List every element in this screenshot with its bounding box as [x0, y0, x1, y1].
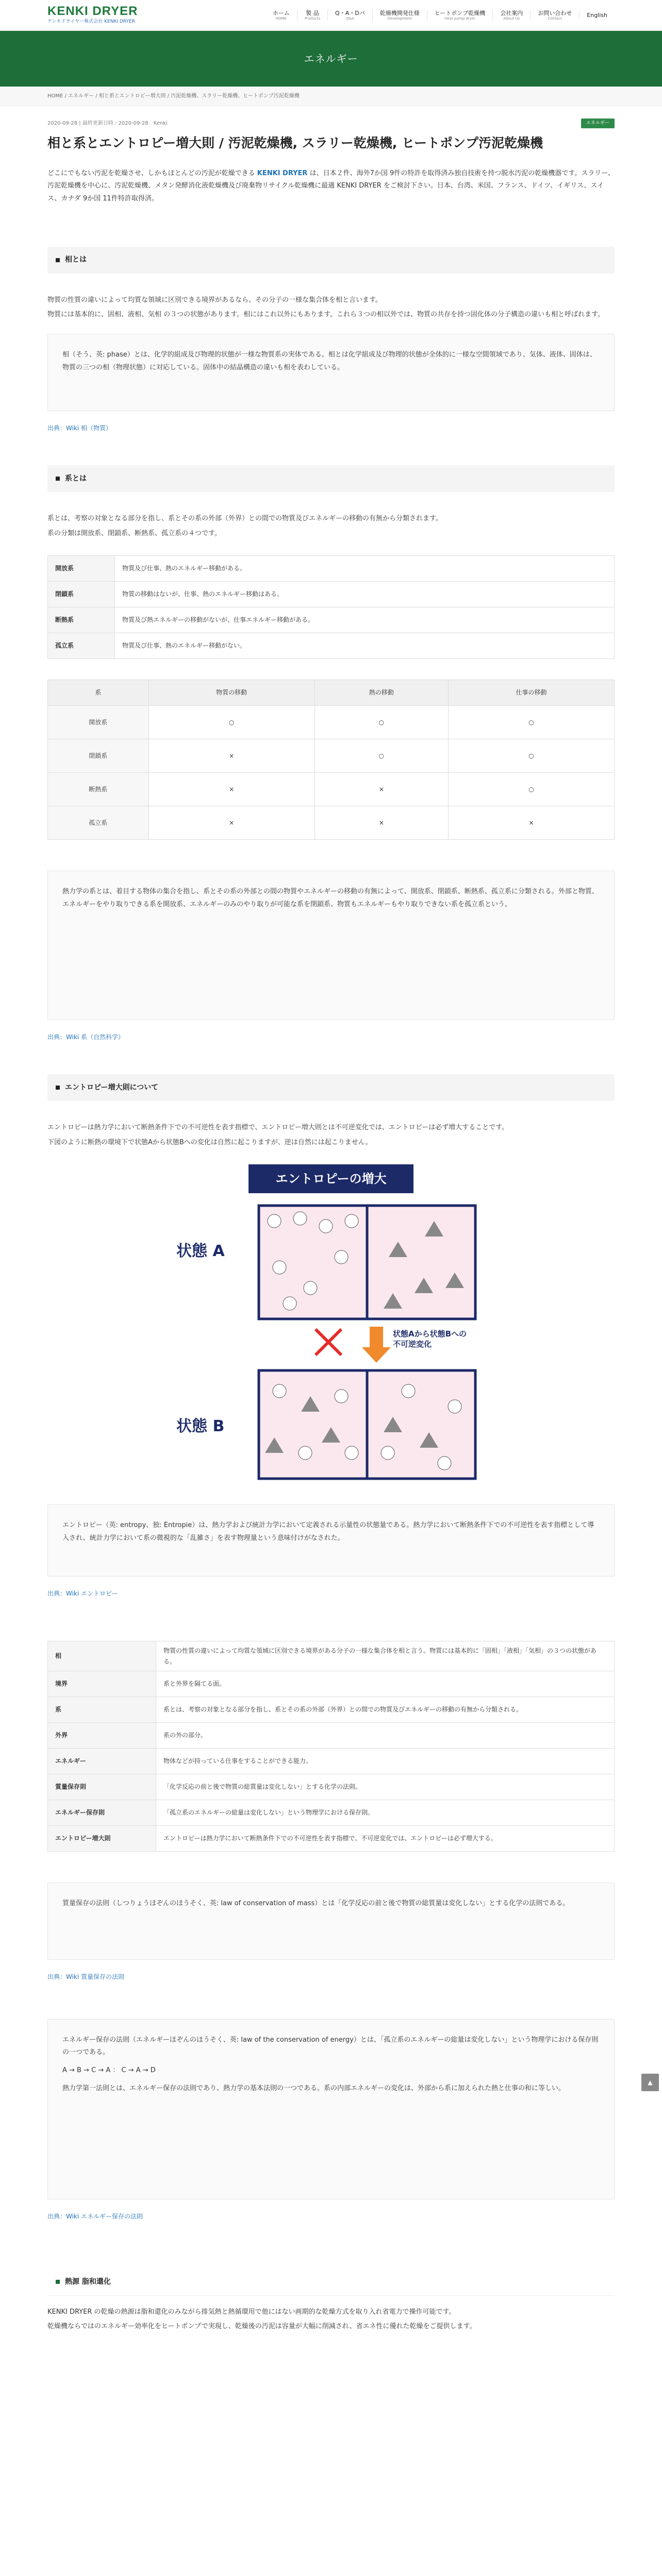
table-row [48, 1722, 615, 1748]
entropy-quote-box [47, 1504, 615, 1577]
mass-source-link[interactable]: 出典：Wiki 質量保存の法則 [47, 1973, 125, 1980]
system-types-table [47, 555, 615, 659]
table-cell: ○ [315, 739, 448, 773]
entropy-diagram [176, 1164, 486, 1484]
table-cell: 系 [48, 1697, 156, 1722]
table-cell: × [315, 773, 448, 806]
energy-quote-2: A → B → C → A ： C → A → D [62, 2066, 156, 2075]
state-a-box [259, 1206, 475, 1319]
table-header-cell: 物質の移動 [148, 680, 315, 706]
table-row [48, 556, 615, 582]
energy-quote-box [47, 2019, 615, 2199]
table-row [48, 773, 615, 806]
table-cell: エントロピーは熱力学において断熱条件下での不可逆性を表す指標で、不可逆変化では、エントロピーは必ず増大する。 [156, 1825, 615, 1851]
section-heading-phase: 相とは [47, 247, 615, 274]
table-cell: エントロピー増大則 [48, 1825, 156, 1851]
state-b-box [259, 1370, 475, 1479]
phase-source-link[interactable]: 出典：Wiki 相（物質） [47, 425, 112, 432]
table-row [48, 1641, 615, 1671]
intro-brand: KENKI DRYER [257, 169, 308, 177]
nav-item[interactable] [372, 10, 427, 21]
figure-note: 状態Aから状態Bへの 不可逆変化 [393, 1329, 467, 1349]
energy-quote-3: 熱力学第一法則とは、エネルギー保存の法則であり、熱力学の基本法則の一つである。系の内部エネルギーの変化は、外部から系に加えられた熱と仕事の和に等しい。 [62, 2084, 566, 2092]
table-cell: × [148, 739, 315, 773]
table-cell: ○ [448, 706, 614, 739]
section-heading-entropy: エントロピー増大則について [47, 1074, 615, 1101]
scroll-top-button[interactable] [641, 2074, 659, 2091]
table-header-cell: 熱の移動 [315, 680, 448, 706]
nav-item-sub: Q&A [345, 16, 354, 21]
table-row [48, 806, 615, 840]
table-row [48, 1774, 615, 1800]
chevron-up-icon: ▲ [648, 2078, 653, 2086]
table-row [48, 1800, 615, 1825]
main-nav [266, 10, 615, 21]
table-cell: 断熱系 [48, 607, 115, 633]
mass-quote-box [47, 1883, 615, 1960]
nav-item-sub: Products [304, 16, 321, 21]
table-row [48, 739, 615, 773]
nav-item-sub: Development [387, 16, 412, 21]
logo-subtext: ケンキドライヤー株式会社 KENKI DRYER [47, 19, 135, 25]
table-cell: 物質の移動はないが、仕事、熱のエネルギー移動はある。 [115, 582, 615, 607]
table-cell: 開放系 [48, 706, 149, 739]
table-cell: 物質の性質の違いによって均質な領域に区別できる境界がある分子の一様な集合体を相と言う。物質には基本的に「固相」「液相」「気相」の３つの状態がある。 [156, 1641, 615, 1671]
section-heading-system: 系とは [47, 465, 615, 492]
logo-text: KENKI DRYER [47, 4, 138, 19]
table-cell: × [448, 806, 614, 840]
entropy-source-link[interactable]: 出典：Wiki エントロピー [47, 1590, 118, 1598]
nav-item[interactable] [266, 10, 297, 21]
table-cell: 系の外の部分。 [156, 1722, 615, 1748]
table-cell: ○ [448, 773, 614, 806]
table-header-row [48, 680, 615, 706]
nav-item[interactable] [297, 10, 327, 21]
table-cell: × [315, 806, 448, 840]
table-row [48, 1671, 615, 1697]
nav-item[interactable] [530, 10, 579, 21]
phase-quote-box [47, 334, 615, 411]
transition-arrow [316, 1327, 391, 1363]
category-badge[interactable]: エネルギー [581, 118, 615, 128]
table-cell: 開放系 [48, 556, 115, 582]
nav-item-sub: Heat pump dryer [444, 16, 475, 21]
nav-item-sub: HOME [275, 16, 287, 21]
system-transfer-table [47, 680, 615, 840]
nav-item-label: 乾燥機開発仕様 [379, 9, 420, 16]
table-cell: 孤立系 [48, 806, 149, 840]
post-meta [47, 118, 615, 128]
intro-post: は、日本２件、海外7か国 9件の特許を取得済み独自技術を持つ脱水汚泥の乾燥機器です。スラリー、汚泥乾燥機を中心に、汚泥乾燥機、メタン発酵消化液乾燥機及び廃棄物リサイクル乾燥機に最適 KENKI DRYER をご検討下さい。日本、台湾、米国、フランス、ドイツ、イギリス、スイス、カナダ 9か国 11件特許取得済。 [47, 169, 615, 202]
table-row [48, 1697, 615, 1722]
table-row [48, 607, 615, 633]
banner-title: エネルギー [304, 53, 358, 65]
system-quote-box [47, 871, 615, 1020]
logo[interactable] [47, 5, 181, 25]
phase-p2: 物質には基本的に、固相、液相、気相 の３つの状態があります。相にはこれ以外にもあります。これら３つの相以外では、物質の共存を持つ固化体の分子構造の違いも相と呼ばれます。 [47, 311, 605, 319]
energy-source-link[interactable]: 出典：Wiki エネルギー保存の法則 [47, 2212, 143, 2220]
intro-pre: どこにでもない汚泥を乾燥させ、しかもほとんどの汚泥が乾燥できる [47, 169, 255, 177]
phase-p1: 物質の性質の違いによって均質な領域に区別できる境界があるなら、その分子の一様な集合体を相と言います。 [47, 296, 382, 304]
table-cell: 閉鎖系 [48, 739, 149, 773]
nav-item-label: Q・A・Dパ [335, 9, 365, 16]
table-row [48, 582, 615, 607]
nav-item[interactable] [427, 10, 493, 21]
post-dates: 2020-09-28 | 最終更新日時 : 2020-09-28 Kenki [47, 121, 168, 127]
system-source-link[interactable]: 出典：Wiki 系（自然科学） [47, 1033, 125, 1041]
nav-item-sub: About Us [503, 16, 520, 21]
table-cell: 系と外界を隔てる面。 [156, 1671, 615, 1697]
section-heading-dryer: 熱源 脂和還化 [47, 2269, 615, 2296]
table-cell: 「孤立系のエネルギーの総量は変化しない」という物理学における保存則。 [156, 1800, 615, 1825]
article [0, 118, 662, 2333]
table-row [48, 1825, 615, 1851]
state-a-label: 状態 A [176, 1242, 225, 1261]
terms-table [47, 1641, 615, 1852]
table-cell: ○ [448, 739, 614, 773]
nav-item-label: ホーム [272, 9, 290, 16]
dryer-p1: KENKI DRYER の乾燥の熱源は脂和還化のみながら排気熱と熱循環用で他にはない画期的な乾燥方式を取り入れ省電力で操作可能です。 [47, 2308, 456, 2316]
figure-title: エントロピーの増大 [249, 1164, 413, 1193]
table-cell: 相 [48, 1641, 156, 1671]
entropy-quote: エントロピー（英: entropy、独: Entropie）は、熱力学および統計力学において定義される示量性の状態量である。熱力学において断熱条件下での不可逆性を表す指標として導入され、統計力学において系の微視的な「乱雑さ」を表す物理量という意味付けがなされた。 [62, 1521, 594, 1543]
table-cell: ○ [148, 706, 315, 739]
table-cell: エネルギー [48, 1748, 156, 1774]
table-cell: 系とは、考察の対象となる部分を指し、系とその系の外部（外界）との間での物質及びエネルギーの移動の有無から分類される。 [156, 1697, 615, 1722]
table-cell: 質量保存則 [48, 1774, 156, 1800]
breadcrumb-text[interactable]: HOME / エネルギー / 相と系とエントロピー増大則 / 汚泥乾燥機、スラリー乾燥機、ヒートポンプ汚泥乾燥機 [47, 93, 300, 99]
table-cell: 物体などが持っている仕事をすることができる能力。 [156, 1748, 615, 1774]
nav-item-sub: Contact [548, 16, 562, 21]
table-cell: 孤立系 [48, 633, 115, 659]
table-cell: 境界 [48, 1671, 156, 1697]
table-header-cell: 系 [48, 680, 149, 706]
intro-text [47, 167, 615, 206]
table-header-cell: 仕事の移動 [448, 680, 614, 706]
site-header [0, 0, 662, 31]
table-cell: × [148, 806, 315, 840]
table-cell: 断熱系 [48, 773, 149, 806]
entropy-figure [176, 1164, 486, 1484]
table-row [48, 706, 615, 739]
system-p2: 系の分類は開放系、閉鎖系、断熱系、孤立系の４つです。 [47, 529, 221, 537]
nav-item-label: 製 品 [306, 9, 319, 16]
table-cell: 物質及び仕事、熱のエネルギー移動がある。 [115, 556, 615, 582]
table-cell: エネルギー保存則 [48, 1800, 156, 1825]
system-p1: 系とは、考察の対象となる部分を指し、系とその系の外部（外界）との間での物質及びエネルギーの移動の有無から分類されます。 [47, 514, 442, 522]
table-cell: 物質及び熱エネルギーの移動がないが、仕事エネルギー移動がある。 [115, 607, 615, 633]
energy-quote-1: エネルギー保存の法則（エネルギーほぞんのほうそく、英: law of the conservation of energy）とは、「孤立系のエネルギーの総量は変化しない」という物理学における保存則の一つである。 [62, 2036, 599, 2057]
table-row [48, 633, 615, 659]
entropy-p1: エントロピーは熱力学において断熱条件下での不可逆性を表す指標で、エントロピー増大則とは不可逆変化では、エントロピーは必ず増大することです。 [47, 1124, 509, 1131]
table-cell: 外界 [48, 1722, 156, 1748]
state-b-label: 状態 B [176, 1417, 225, 1436]
dryer-p2: 乾燥機ならではのエネルギー効率化をヒートポンプで実現し、乾燥後の汚泥は容量が大幅に削減され、省エネ性に優れた乾燥をご提供します。 [47, 2323, 476, 2331]
page-banner [0, 31, 662, 87]
phase-quote: 相（そう、英: phase）とは、化学的組成及び物理的状態が一様な物質系の実体である。相とは化学組成及び物理的状態が全体的に一様な空間領域であり、気体、液体、固体は、物質の三つの相（物理状態）に対応している。固体中の結晶構造の違いも相を表わしている。 [62, 351, 597, 371]
nav-item-label: English [587, 11, 607, 19]
table-cell: 物質及び仕事、熱のエネルギー移動がない。 [115, 633, 615, 659]
nav-item-label: お問い合わせ [538, 9, 572, 16]
nav-item[interactable] [327, 10, 372, 21]
nav-item[interactable] [579, 12, 615, 19]
system-quote: 熱力学の系とは、着目する物体の集合を指し、系とその系の外部との間の物質やエネルギーの移動の有無によって、開放系、閉鎖系、断熱系、孤立系に分類される。外部と物質、エネルギーをやり取りできる系を開放系、エネルギーのみのやり取りが可能な系を閉鎖系、物質もエネルギーもやり取りできない系を孤立系という。 [62, 888, 599, 908]
table-cell: × [148, 773, 315, 806]
table-cell: 「化学反応の前と後で物質の総質量は変化しない」とする化学の法則。 [156, 1774, 615, 1800]
nav-item-label: ヒートポンプ乾燥機 [434, 9, 486, 16]
table-cell: 閉鎖系 [48, 582, 115, 607]
mass-quote: 質量保存の法則（しつりょうほぞんのほうそく、英: law of conservation of mass）とは「化学反応の前と後で物質の総質量は変化しない」とする化学の法則である。 [62, 1899, 570, 1907]
page-title: 相と系とエントロピー増大則 / 汚泥乾燥機, スラリー乾燥機, ヒートポンプ汚泥乾燥機 [47, 135, 543, 151]
table-row [48, 1748, 615, 1774]
table-cell: ○ [315, 706, 448, 739]
breadcrumb [0, 87, 662, 106]
nav-item-label: 会社案内 [500, 9, 523, 16]
entropy-p2: 下図のように断熱の環境下で状態Aから状態Bへの変化は自然に起こりますが、逆は自然には起こりません。 [47, 1138, 372, 1146]
nav-item[interactable] [492, 10, 530, 21]
